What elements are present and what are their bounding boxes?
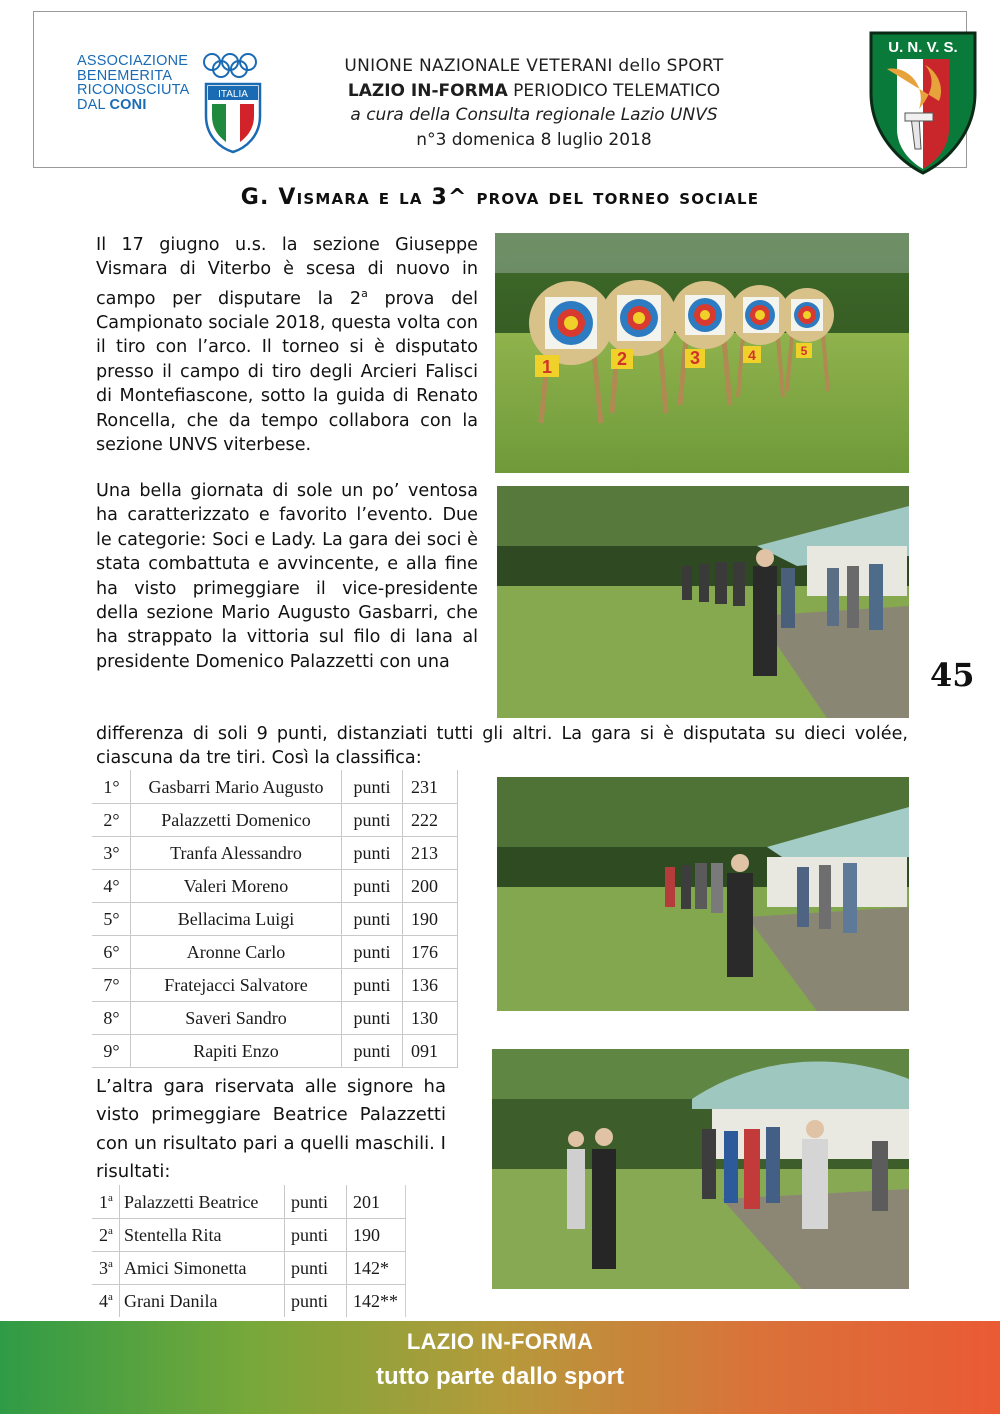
table-row bbox=[93, 870, 458, 903]
athlete-name: Palazzetti Domenico bbox=[131, 804, 342, 837]
rank-position: 3° bbox=[93, 837, 131, 870]
athlete-name: Tranfa Alessandro bbox=[131, 837, 342, 870]
rank-position bbox=[93, 1186, 120, 1219]
table-row bbox=[93, 1219, 406, 1252]
athlete-name: Aronne Carlo bbox=[131, 936, 342, 969]
table-row bbox=[93, 1186, 406, 1219]
archers-photo bbox=[497, 486, 909, 718]
points-unit: punti bbox=[285, 1285, 347, 1318]
rank-position: 7° bbox=[93, 969, 131, 1002]
ordinal-suffix: a bbox=[108, 1290, 113, 1303]
italia-shield-icon bbox=[204, 82, 262, 154]
athlete-name: Rapiti Enzo bbox=[131, 1035, 342, 1068]
coni-line: ASSOCIAZIONE bbox=[77, 53, 189, 69]
unvs-badge-icon bbox=[867, 29, 979, 177]
points-unit: punti bbox=[285, 1252, 347, 1285]
points-unit: punti bbox=[342, 903, 403, 936]
coni-line: BENEMERITA bbox=[77, 67, 173, 84]
score: 142** bbox=[347, 1285, 406, 1318]
points-unit: punti bbox=[342, 771, 403, 804]
coni-line: DAL bbox=[77, 96, 106, 113]
issue-line: n°3 domenica 8 luglio 2018 bbox=[416, 129, 652, 150]
rank-position: 9° bbox=[93, 1035, 131, 1068]
paragraph-event-continued: differenza di soli 9 punti, distanziati tutti gli altri. La gara si è disputata su dieci volée, ciascuna da tre tiri. Così la classifica: bbox=[96, 724, 908, 769]
women-ranking-table bbox=[92, 1185, 406, 1318]
points-unit: punti bbox=[342, 870, 403, 903]
table-row bbox=[93, 1035, 458, 1068]
periodical-line bbox=[289, 79, 779, 104]
paragraph-women: L’altra gara riservata alle signore ha visto primeggiare Beatrice Palazzetti con un risultato pari a quelli maschili. I risultati: bbox=[96, 1076, 446, 1182]
table-row bbox=[93, 1285, 406, 1318]
points-unit: punti bbox=[342, 936, 403, 969]
paragraph-text: prova del Campionato sociale 2018, questa volta con il tiro con l’arco. Il torneo si è disputato presso il campo di tiro degli Arcieri Falisci di Montefiascone, sotto la guida di Renato Roncella, che da tempo collabora con la sezione UNVS viterbese. bbox=[96, 288, 478, 456]
badge-label: U. N. V. S. bbox=[888, 39, 958, 56]
athlete-name: Amici Simonetta bbox=[120, 1252, 285, 1285]
points-unit: punti bbox=[285, 1186, 347, 1219]
target-number: 4 bbox=[748, 347, 756, 363]
table-row bbox=[93, 837, 458, 870]
target-number: 1 bbox=[541, 357, 553, 377]
score: 231 bbox=[403, 771, 458, 804]
table-row bbox=[93, 1002, 458, 1035]
target-number: 2 bbox=[616, 349, 628, 369]
rank-number: 2 bbox=[99, 1224, 109, 1245]
page-number: 45 bbox=[930, 656, 975, 694]
points-unit: punti bbox=[342, 1035, 403, 1068]
ordinal-suffix: a bbox=[108, 1257, 113, 1270]
table-row bbox=[93, 804, 458, 837]
publisher-line: UNIONE NAZIONALE VETERANI dello SPORT bbox=[344, 56, 724, 76]
table-row bbox=[93, 936, 458, 969]
masthead bbox=[33, 11, 967, 168]
points-unit: punti bbox=[342, 804, 403, 837]
score: 201 bbox=[347, 1186, 406, 1219]
rank-number: 4 bbox=[99, 1290, 109, 1311]
score: 136 bbox=[403, 969, 458, 1002]
target-number: 5 bbox=[800, 344, 808, 358]
athlete-name: Saveri Sandro bbox=[131, 1002, 342, 1035]
paragraph-text: Il 17 giugno u.s. la sezione Giuseppe Vismara di Viterbo è scesa di nuovo in campo per disputare la 2 bbox=[96, 235, 478, 309]
men-ranking-table bbox=[92, 770, 458, 1068]
table-row bbox=[93, 903, 458, 936]
coni-line: RICONOSCIUTA bbox=[77, 82, 190, 98]
periodical-name: LAZIO IN-FORMA bbox=[347, 80, 508, 101]
athlete-name: Valeri Moreno bbox=[131, 870, 342, 903]
score: 091 bbox=[403, 1035, 458, 1068]
shield-label: ITALIA bbox=[218, 89, 248, 100]
rank-number: 3 bbox=[99, 1257, 109, 1278]
table-row bbox=[93, 771, 458, 804]
score: 130 bbox=[403, 1002, 458, 1035]
rank-position: 4° bbox=[93, 870, 131, 903]
rank-position bbox=[93, 1285, 120, 1318]
footer-title: LAZIO IN-FORMA bbox=[406, 1329, 594, 1354]
coni-logo-text bbox=[77, 54, 205, 112]
footer-banner bbox=[0, 1321, 1000, 1414]
rank-position: 1° bbox=[93, 771, 131, 804]
points-unit: punti bbox=[285, 1219, 347, 1252]
athlete-name: Bellacima Luigi bbox=[131, 903, 342, 936]
table-row bbox=[93, 1252, 406, 1285]
points-unit: punti bbox=[342, 837, 403, 870]
athlete-name: Palazzetti Beatrice bbox=[120, 1186, 285, 1219]
score: 142* bbox=[347, 1252, 406, 1285]
rank-position bbox=[93, 1219, 120, 1252]
masthead-text bbox=[289, 54, 779, 152]
score: 222 bbox=[403, 804, 458, 837]
rank-position: 5° bbox=[93, 903, 131, 936]
score: 200 bbox=[403, 870, 458, 903]
score: 176 bbox=[403, 936, 458, 969]
rank-position: 2° bbox=[93, 804, 131, 837]
spectators-photo bbox=[492, 1049, 909, 1289]
target-number: 3 bbox=[689, 348, 701, 368]
ordinal-suffix: a bbox=[361, 286, 368, 300]
ordinal-suffix: a bbox=[108, 1191, 113, 1204]
periodical-type: PERIODICO TELEMATICO bbox=[507, 80, 721, 101]
paragraph-event: Una bella giornata di sole un po’ ventosa ha caratterizzato e favorito l’evento. Due le categorie: Soci e Lady. La gara dei soci è stata combattuta e avvincente, e alla fine ha visto primeggiare il vice-presidente della sezione Mario Augusto Gasbarri, che ha strappato la vittoria sul filo di lana al presidente Domenico Palazzetti con una bbox=[96, 481, 478, 672]
athlete-name: Gasbarri Mario Augusto bbox=[131, 771, 342, 804]
points-unit: punti bbox=[342, 1002, 403, 1035]
paragraph-intro bbox=[96, 233, 478, 458]
rank-position: 6° bbox=[93, 936, 131, 969]
athlete-name: Fratejacci Salvatore bbox=[131, 969, 342, 1002]
coni-bold: CONI bbox=[109, 96, 147, 113]
article-title: G. Vismara e la 3^ prova del torneo sociale bbox=[240, 185, 760, 210]
rank-position: 8° bbox=[93, 1002, 131, 1035]
athlete-name: Grani Danila bbox=[120, 1285, 285, 1318]
ordinal-suffix: a bbox=[108, 1224, 113, 1237]
rank-number: 1 bbox=[99, 1191, 109, 1212]
score: 190 bbox=[347, 1219, 406, 1252]
footer-slogan: tutto parte dallo sport bbox=[376, 1363, 624, 1390]
rank-position bbox=[93, 1252, 120, 1285]
table-row bbox=[93, 969, 458, 1002]
score: 190 bbox=[403, 903, 458, 936]
points-unit: punti bbox=[342, 969, 403, 1002]
targets-photo bbox=[495, 233, 909, 473]
score: 213 bbox=[403, 837, 458, 870]
archers-photo-2 bbox=[497, 777, 909, 1011]
athlete-name: Stentella Rita bbox=[120, 1219, 285, 1252]
olympic-rings-icon bbox=[200, 52, 260, 80]
curator-line: a cura della Consulta regionale Lazio UNVS bbox=[350, 105, 718, 125]
